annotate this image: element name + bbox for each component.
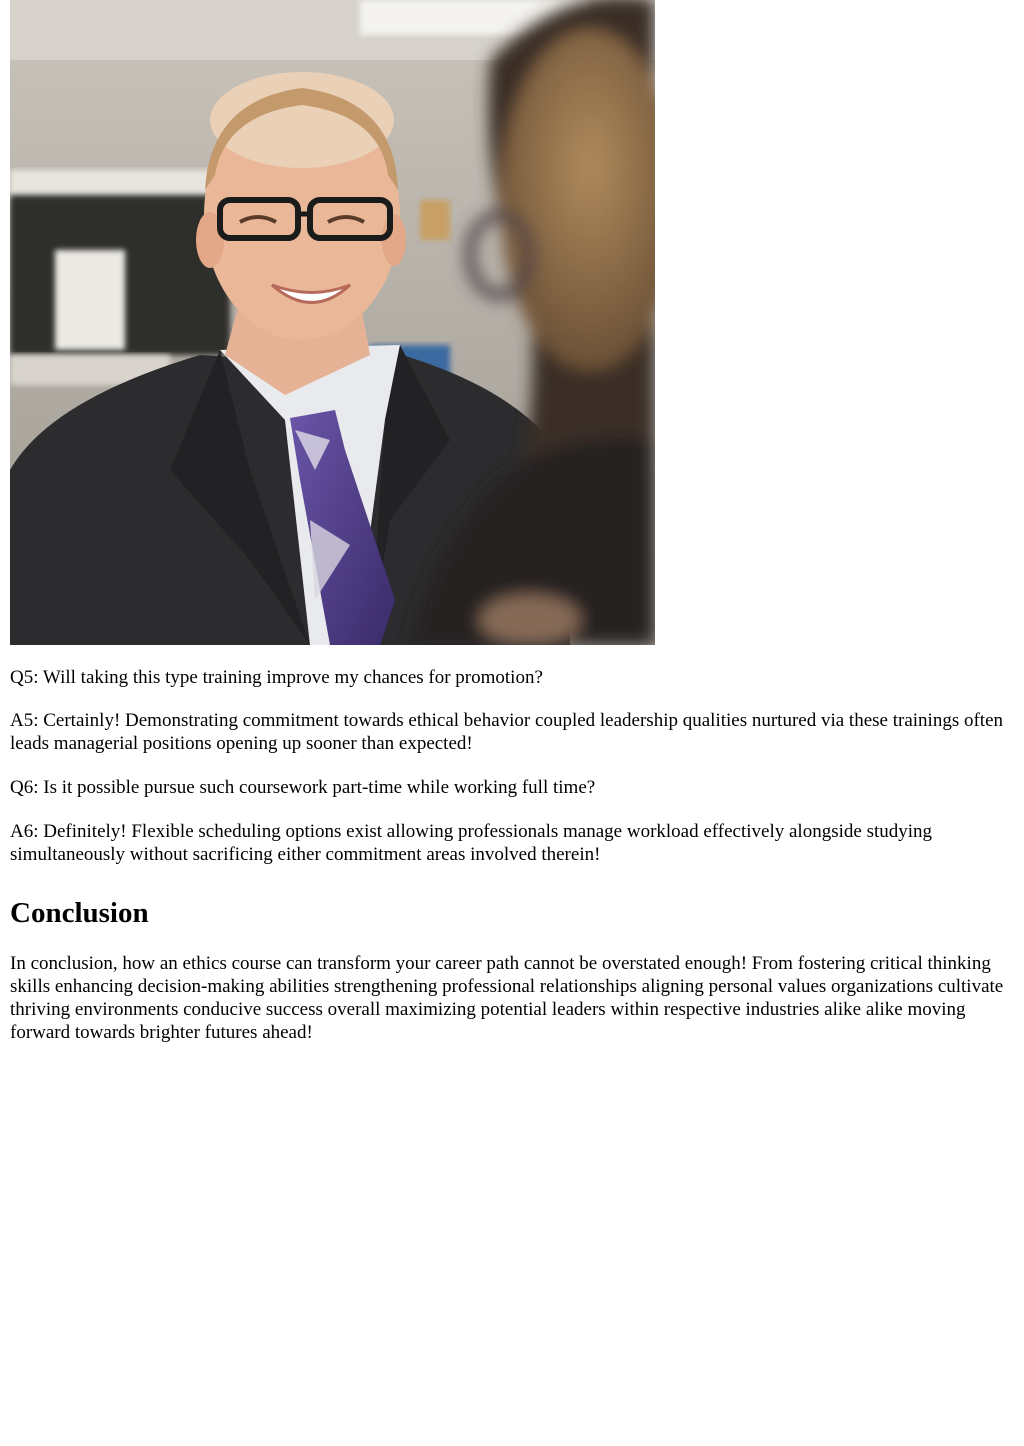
conclusion-heading: Conclusion (10, 897, 149, 929)
conclusion-paragraph: In conclusion, how an ethics course can transform your career path cannot be overstated enough! From fostering critical thinking skills enhancing decision-making abilities strengthening professional relationships aligning personal values organizations cultivate thriving environments conducive success overall maximizing potential leaders within respective industries alike alike moving forward towards brighter futures ahead! (10, 953, 1004, 1043)
faq-question-6: Q6: Is it possible pursue such coursework part-time while working full time? (10, 777, 596, 798)
faq-question-5: Q5: Will taking this type training improve my chances for promotion? (10, 667, 543, 688)
faq-answer-6: A6: Definitely! Flexible scheduling options exist allowing professionals manage workload effectively alongside studying simultaneously without sacrificing either commitment areas involved therein! (10, 821, 933, 865)
faq-answer-5: A5: Certainly! Demonstrating commitment towards ethical behavior coupled leadership qualities nurtured via these trainings often leads managerial positions opening up sooner than expected! (10, 710, 1004, 754)
article-content (10, 0, 1014, 1044)
article-photo (10, 0, 655, 645)
